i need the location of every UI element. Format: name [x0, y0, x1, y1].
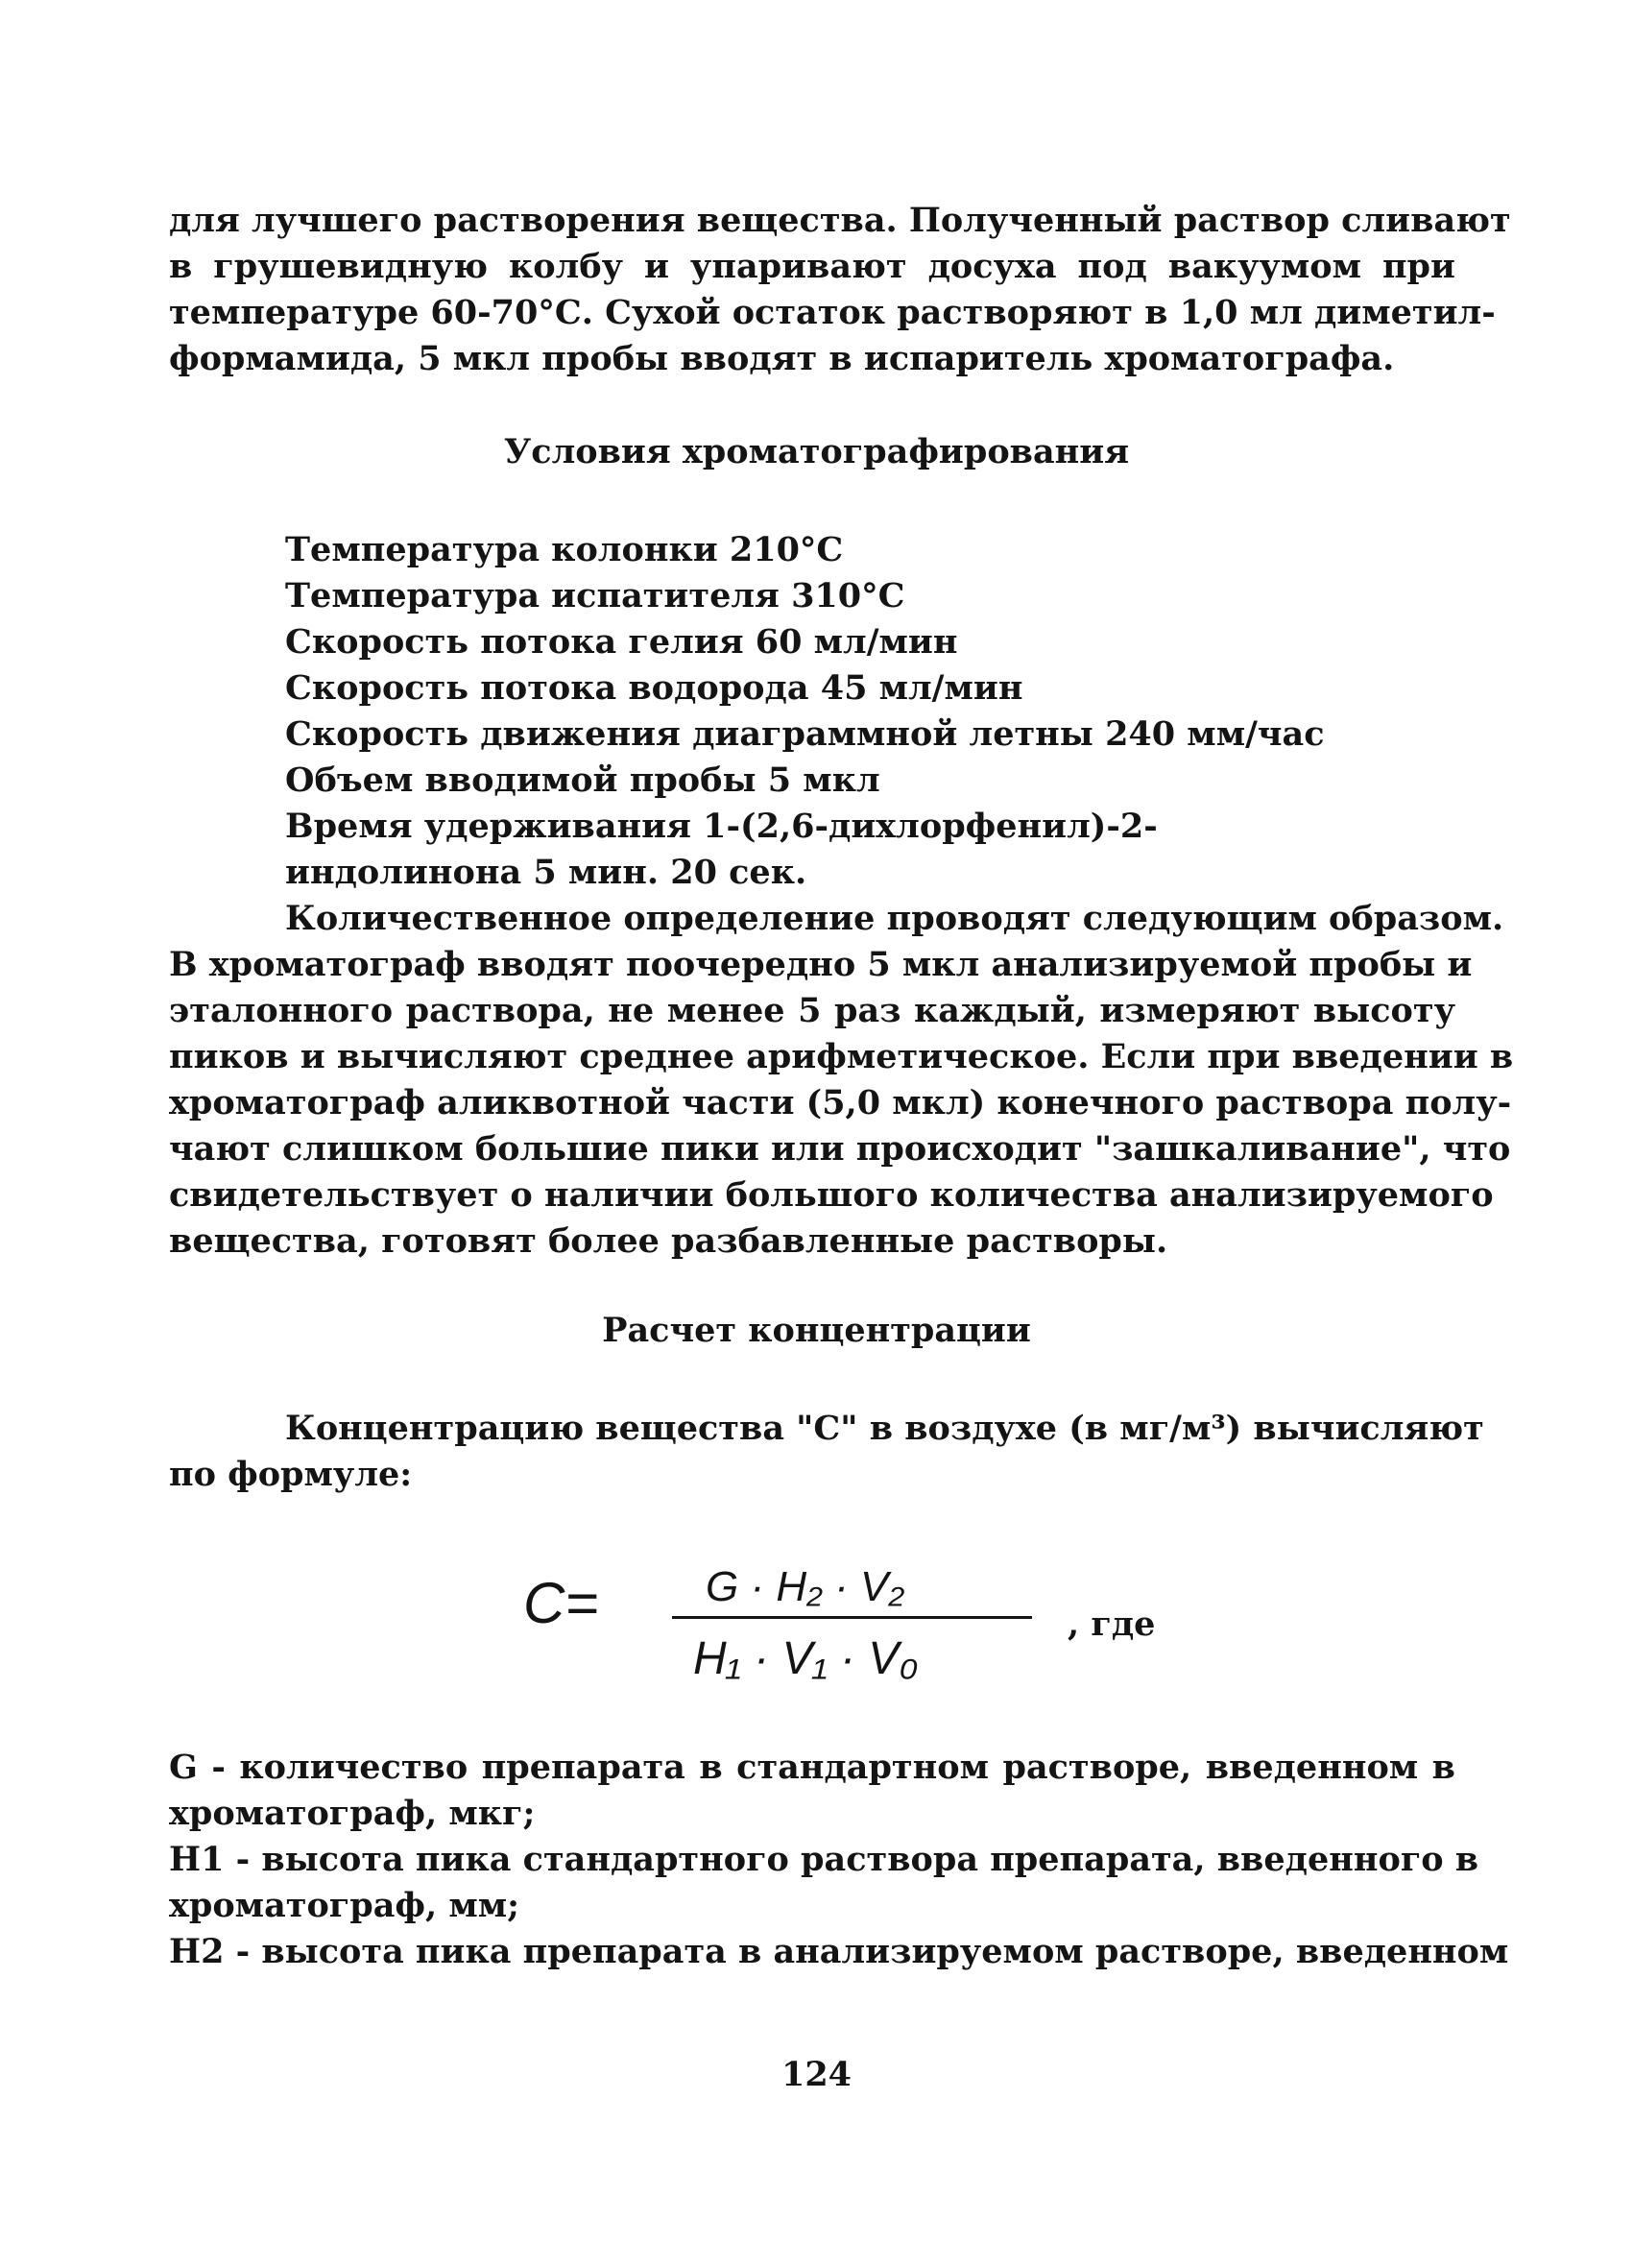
- section-heading-conditions: Условия хроматографирования: [503, 432, 1130, 471]
- condition-item: Скорость потока водорода 45 мл/мин: [285, 668, 1023, 708]
- definition-line: H2 - высота пика препарата в анализируемом растворе, введенном: [169, 1932, 1509, 1971]
- definition-line: H1 - высота пика стандартного раствора препарата, введенного в: [169, 1840, 1479, 1879]
- definition-line: хроматограф, мкг;: [169, 1794, 536, 1833]
- definition-line: G - количество препарата в стандартном растворе, введенном в: [169, 1748, 1455, 1787]
- calc-intro-line: по формуле:: [169, 1455, 413, 1494]
- page-number: 124: [780, 2055, 853, 2094]
- condition-item: Скорость движения диаграммной летны 240 мм/час: [285, 714, 1325, 754]
- quant-line: свидетельствует о наличии большого количества анализируемого: [169, 1175, 1494, 1215]
- condition-item: индолинона 5 мин. 20 сек.: [285, 853, 807, 892]
- formula-suffix: , где: [1068, 1604, 1156, 1644]
- quant-line: чают слишком большие пики или происходит "зашкаливание", что: [169, 1129, 1511, 1169]
- formula-numerator: G · H₂ · V₂: [706, 1563, 905, 1610]
- quant-line: хроматограф аликвотной части (5,0 мкл) конечного раствора полу-: [169, 1083, 1512, 1122]
- quant-line: эталонного раствора, не менее 5 раз каждый, измеряют высоту: [169, 991, 1455, 1030]
- condition-item: Температура колонки 210°С: [285, 530, 844, 569]
- formula-denominator: H₁ · V₁ · V₀: [693, 1633, 919, 1684]
- condition-item: Температура испатителя 310°С: [285, 576, 905, 615]
- calc-intro-line: Концентрацию вещества "С" в воздухе (в мг/м³) вычисляют: [285, 1409, 1484, 1448]
- condition-item: Объем вводимой пробы 5 мкл: [285, 760, 880, 800]
- fraction-bar: [672, 1616, 1032, 1619]
- quant-line: вещества, готовят более разбавленные растворы.: [169, 1221, 1168, 1261]
- condition-item: Время удерживания 1-(2,6-дихлорфенил)-2-: [285, 807, 1158, 846]
- quant-line: пиков и вычисляют среднее арифметическое. Если при введении в: [169, 1037, 1514, 1076]
- section-heading-calculation: Расчет концентрации: [602, 1311, 1031, 1350]
- condition-item: Скорость потока гелия 60 мл/мин: [285, 622, 958, 662]
- quant-line: Количественное определение проводят следующим образом.: [285, 899, 1504, 938]
- formula-lhs: C=: [523, 1571, 599, 1635]
- intro-line: формамида, 5 мкл пробы вводят в испаритель хроматографа.: [169, 339, 1395, 378]
- intro-line: в грушевидную колбу и упаривают досуха под вакуумом при: [169, 247, 1455, 286]
- quant-line: В хроматограф вводят поочередно 5 мкл анализируемой пробы и: [169, 945, 1473, 984]
- intro-line: температуре 60-70°С. Сухой остаток растворяют в 1,0 мл диметил-: [169, 293, 1496, 332]
- definition-line: хроматограф, мм;: [169, 1886, 520, 1925]
- intro-line: для лучшего растворения вещества. Полученный раствор сливают: [169, 201, 1511, 240]
